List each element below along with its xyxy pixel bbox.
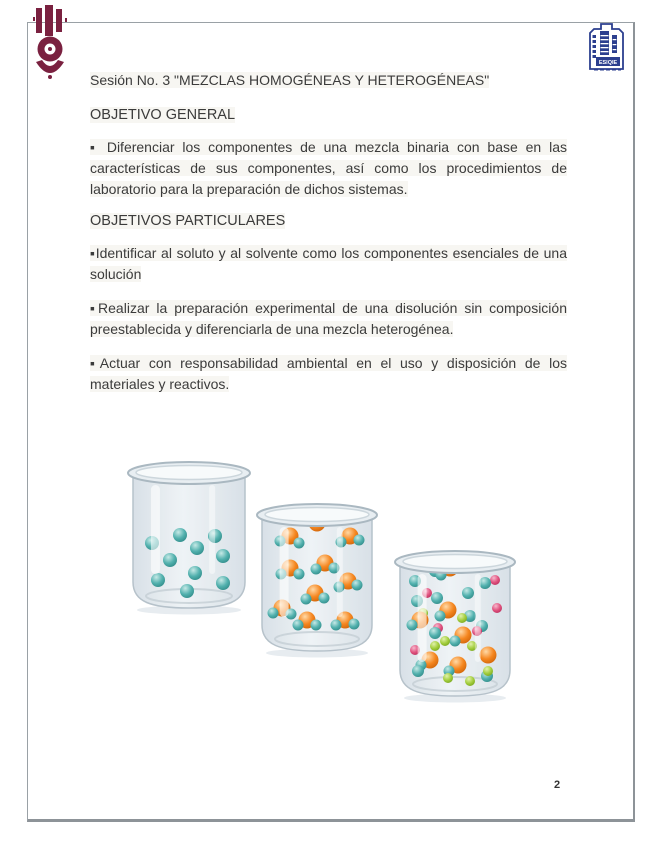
esiqie-logo-label: ESIQIE xyxy=(598,60,618,66)
ipn-logo xyxy=(29,5,73,83)
session-title: Sesión No. 3 "MEZCLAS HOMOGÉNEAS Y HETEROGÉNEAS" xyxy=(90,72,490,88)
document-content xyxy=(90,71,567,408)
page-number: 2 xyxy=(553,779,561,791)
esiqie-logo xyxy=(585,23,628,75)
ipn-logo-center-dot xyxy=(48,47,52,51)
heterogeneous-mixture-beaker xyxy=(395,548,515,703)
ipn-logo-shape xyxy=(33,5,67,79)
pure-substance-beaker xyxy=(128,462,250,615)
objective-bullet: ▪Identificar al soluto y al solvente como los componentes esenciales de una solución xyxy=(90,244,567,282)
heading-objetivos-particulares: OBJETIVOS PARTICULARES xyxy=(90,212,286,229)
objective-bullet: ▪Actuar con responsabilidad ambiental en el uso y disposición de los materiales y reactivos. xyxy=(90,354,567,392)
beakers-illustration xyxy=(110,453,610,713)
objective-general-bullet: ▪ Diferenciar los componentes de una mezcla binaria con base en las características de sus componentes, así como los procedimientos de laboratorio para la preparación de dichos sistemas. xyxy=(90,138,567,197)
homogeneous-mixture-beaker xyxy=(257,504,377,658)
heading-objetivo-general: OBJETIVO GENERAL xyxy=(90,106,236,123)
objective-bullet: ▪Realizar la preparación experimental de una disolución sin composición preestablecida y diferenciarla de una mezcla heterogénea. xyxy=(90,299,567,337)
